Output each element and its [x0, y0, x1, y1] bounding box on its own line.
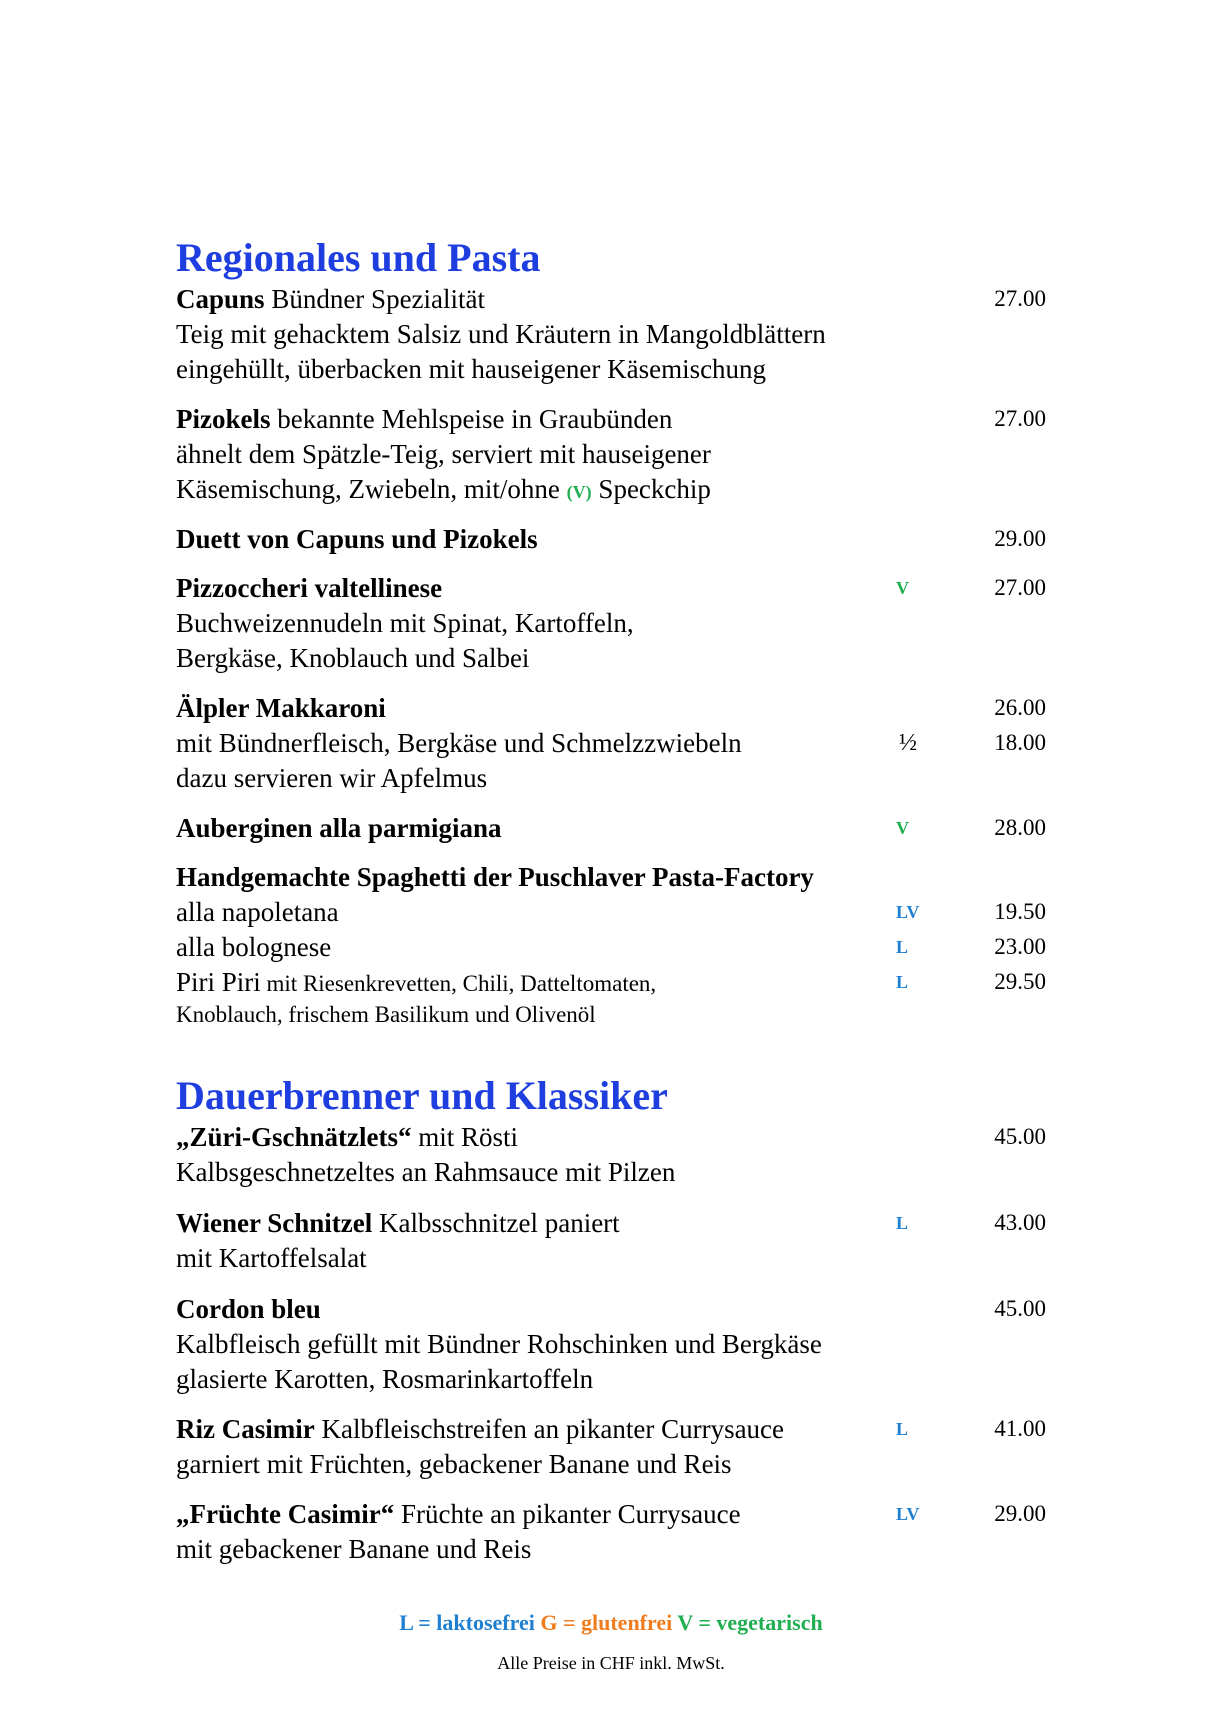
item-description: mit gebackener Banane und Reis [176, 1534, 532, 1564]
item-description: Teig mit gehacktem Salsiz und Kräutern in Mangoldblättern [176, 319, 826, 349]
item-subtitle: Kalbsschnitzel paniert [372, 1208, 620, 1238]
menu-item-duett [176, 522, 538, 556]
item-name: „Züri-Gschnätzlets“ [176, 1122, 412, 1152]
item-name: Pizzoccheri valtellinese [176, 573, 443, 603]
item-description: garniert mit Früchten, gebackener Banane und Reis [176, 1449, 732, 1479]
diet-tag: L [896, 1419, 909, 1439]
menu-item-cordon-bleu [176, 1292, 321, 1326]
menu-item-wiener [176, 1206, 620, 1240]
item-name: Capuns [176, 284, 265, 314]
item-price: 45.00 [994, 1296, 1046, 1321]
item-price: 43.00 [994, 1210, 1046, 1235]
menu-item-capuns [176, 282, 485, 316]
item-price: 41.00 [994, 1416, 1046, 1441]
item-subtitle: mit Rösti [411, 1122, 519, 1152]
menu-item-spaghetti [176, 860, 814, 894]
item-price: 23.00 [994, 934, 1046, 959]
diet-tag: L [896, 937, 909, 957]
section-title: Dauerbrenner und Klassiker [176, 1073, 668, 1118]
item-price: 26.00 [994, 695, 1046, 720]
item-description: mit Riesenkrevetten, Chili, Datteltomaten, [260, 971, 657, 996]
diet-tag: L [896, 1213, 909, 1233]
item-name: Pizokels [176, 404, 271, 434]
description-text: Speckchip [591, 474, 711, 504]
item-description: eingehüllt, überbacken mit hauseigener Käsemischung [176, 354, 767, 384]
half-portion-price: 18.00 [994, 730, 1046, 755]
item-name: Älpler Makkaroni [176, 693, 386, 723]
item-name: „Früchte Casimir“ [176, 1499, 395, 1529]
vegetarian-tag: V [896, 578, 909, 598]
item-description: mit Kartoffelsalat [176, 1243, 367, 1273]
variant-napoletana: alla napoletana [176, 897, 339, 927]
item-name: Duett von Capuns und Pizokels [176, 524, 538, 554]
item-name: Riz Casimir [176, 1414, 315, 1444]
item-price: 29.50 [994, 969, 1046, 994]
item-description: Buchweizennudeln mit Spinat, Kartoffeln, [176, 608, 634, 638]
item-price: 29.00 [994, 526, 1046, 551]
diet-tag: L [896, 972, 909, 992]
item-description: Knoblauch, frischem Basilikum und Olivenöl [176, 1002, 596, 1027]
variant-label: Piri Piri [176, 967, 261, 997]
legend-vegetarian: V = vegetarisch [677, 1610, 823, 1635]
diet-tag: LV [896, 1504, 920, 1524]
item-price: 27.00 [994, 286, 1046, 311]
item-name: Auberginen alla parmigiana [176, 813, 502, 843]
item-subtitle: Kalbfleischstreifen an pikanter Currysauce [314, 1414, 785, 1444]
item-price: 27.00 [994, 406, 1046, 431]
variant-bolognese: alla bolognese [176, 932, 332, 962]
item-description [176, 472, 711, 509]
item-description: Kalbsgeschnetzeltes an Rahmsauce mit Pilzen [176, 1157, 676, 1187]
item-price: 45.00 [994, 1124, 1046, 1149]
item-description: glasierte Karotten, Rosmarinkartoffeln [176, 1364, 594, 1394]
legend-lactose-free: L = laktosefrei [399, 1610, 535, 1635]
item-description: Kalbfleisch gefüllt mit Bündner Rohschinken und Bergkäse [176, 1329, 822, 1359]
menu-item-riz-casimir [176, 1412, 784, 1446]
item-description: mit Bündnerfleisch, Bergkäse und Schmelzzwiebeln [176, 728, 742, 758]
vegetarian-tag: V [896, 818, 909, 838]
section-title: Regionales und Pasta [176, 235, 541, 280]
menu-item-aelpler [176, 691, 386, 725]
menu-item-pizzoccheri [176, 571, 442, 605]
item-subtitle: bekannte Mehlspeise in Graubünden [270, 404, 673, 434]
item-price: 29.00 [994, 1501, 1046, 1526]
menu-item-pizokels [176, 402, 672, 436]
item-description: Bergkäse, Knoblauch und Salbei [176, 643, 530, 673]
item-price: 19.50 [994, 899, 1046, 924]
price-note: Alle Preise in CHF inkl. MwSt. [497, 1653, 725, 1673]
variant-piripiri [176, 965, 656, 1001]
item-name: Handgemachte Spaghetti der Puschlaver Pasta-Factory [176, 862, 814, 892]
item-name: Cordon bleu [176, 1294, 321, 1324]
legend-gluten-free: G = glutenfrei [540, 1610, 673, 1635]
item-subtitle: Bündner Spezialität [264, 284, 486, 314]
item-subtitle: Früchte an pikanter Currysauce [394, 1499, 741, 1529]
item-price: 28.00 [994, 815, 1046, 840]
diet-legend [176, 1608, 1046, 1638]
menu-item-fruechte-casimir [176, 1497, 741, 1531]
menu-item-zueri [176, 1120, 518, 1154]
half-portion-label: ½ [899, 730, 917, 756]
item-description: ähnelt dem Spätzle-Teig, serviert mit hauseigener [176, 439, 711, 469]
menu-item-auberginen [176, 811, 502, 845]
item-price: 27.00 [994, 575, 1046, 600]
description-text: Käsemischung, Zwiebeln, mit/ohne [176, 474, 567, 504]
item-description: dazu servieren wir Apfelmus [176, 763, 488, 793]
item-name: Wiener Schnitzel [176, 1208, 373, 1238]
diet-tag: LV [896, 902, 920, 922]
vegetarian-tag: (V) [566, 482, 592, 502]
